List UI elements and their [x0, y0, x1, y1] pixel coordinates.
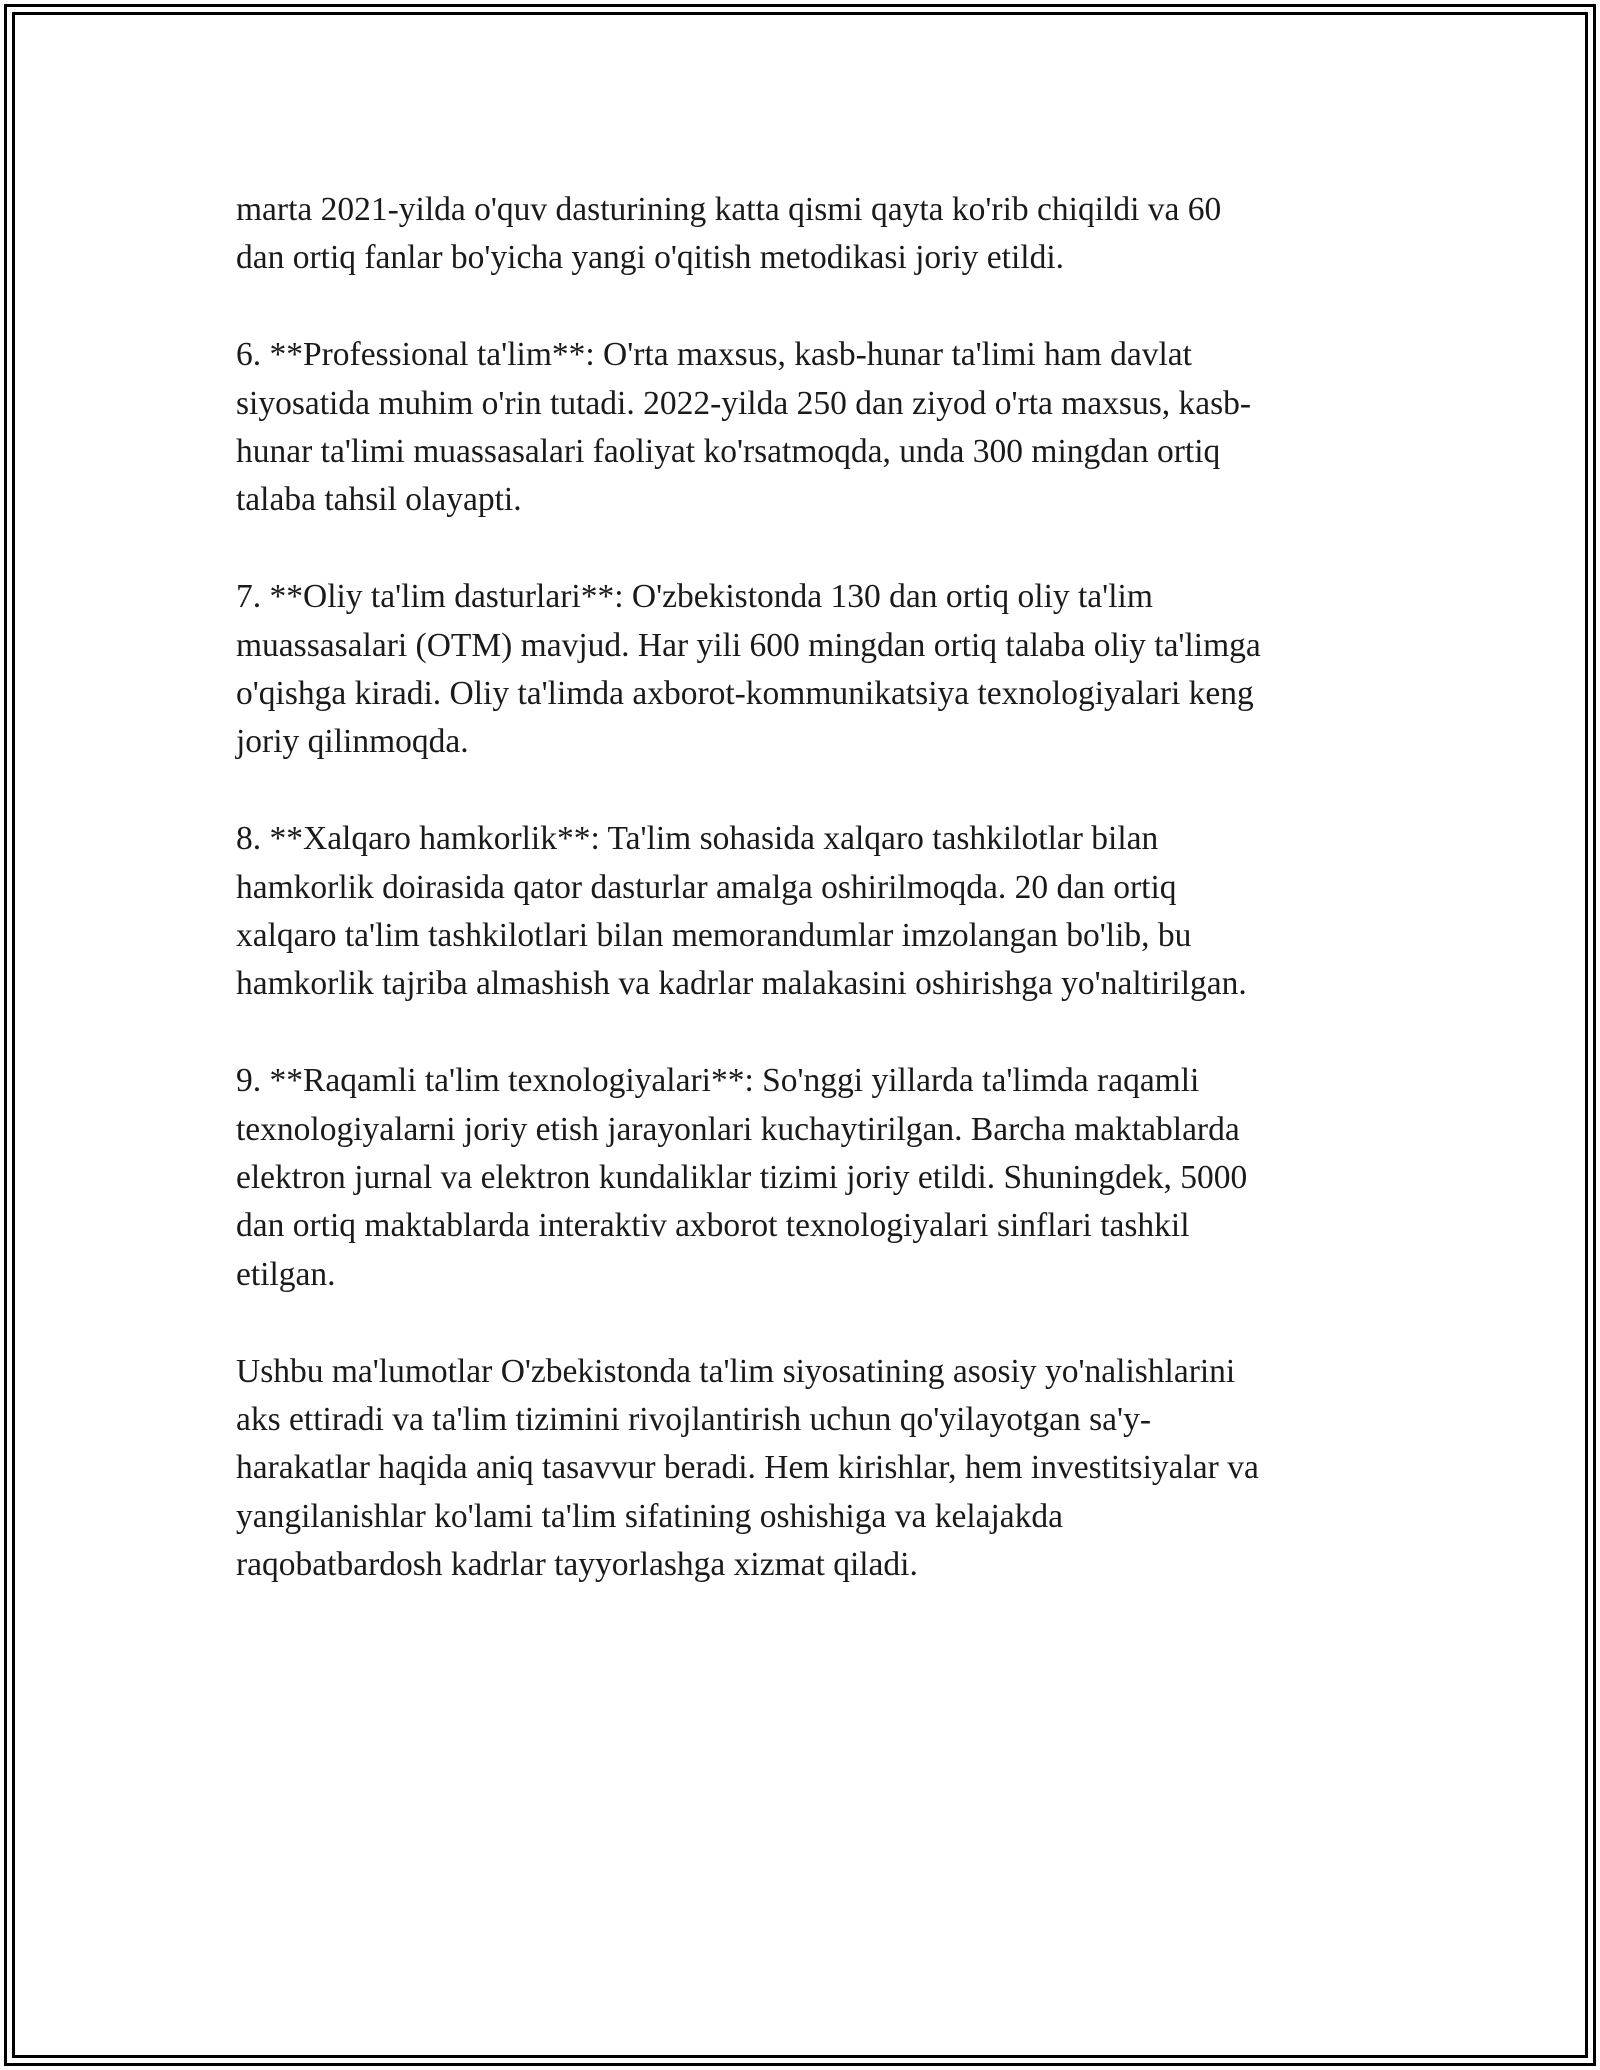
text-line: texnologiyalarni joriy etish jarayonlari kuchaytirilgan. Barcha maktablarda [236, 1110, 1240, 1148]
text-line: hamkorlik tajriba almashish va kadrlar malakasini oshirishga yo'naltirilgan. [236, 965, 1247, 1003]
text-line: siyosatida muhim o'rin tutadi. 2022-yilda 250 dan ziyod o'rta maxsus, kasb- [236, 384, 1252, 422]
text-line: muassasalari (OTM) mavjud. Har yili 600 mingdan ortiq talaba oliy ta'limga [236, 626, 1261, 664]
text-line: Ushbu ma'lumotlar O'zbekistonda ta'lim siyosatining asosiy yo'nalishlarini [236, 1352, 1236, 1390]
document-body [236, 186, 1366, 1638]
text-line: joriy qilinmoqda. [236, 723, 469, 761]
text-line: talaba tahsil olayapti. [236, 481, 522, 519]
text-line: hunar ta'limi muassasalari faoliyat ko'rsatmoqda, unda 300 mingdan ortiq [236, 433, 1221, 471]
text-line: raqobatbardosh kadrlar tayyorlashga xizmat qiladi. [236, 1546, 918, 1584]
text-line: harakatlar haqida aniq tasavvur beradi. Hem kirishlar, hem investitsiyalar va [236, 1449, 1259, 1487]
paragraph-professional-education [236, 331, 1366, 525]
text-line: dan ortiq fanlar bo'yicha yangi o'qitish metodikasi joriy etildi. [236, 239, 1064, 277]
text-line: yangilanishlar ko'lami ta'lim sifatining oshishiga va kelajakda [236, 1497, 1064, 1535]
paragraph-higher-education [236, 573, 1366, 767]
text-line: dan ortiq maktablarda interaktiv axborot texnologiyalari sinflari tashkil [236, 1207, 1190, 1245]
text-line: 9. **Raqamli ta'lim texnologiyalari**: So'nggi yillarda ta'limda raqamli [236, 1062, 1200, 1100]
paragraph-digital-education [236, 1057, 1366, 1299]
paragraph-conclusion [236, 1348, 1366, 1590]
paragraph-intro-continuation [236, 186, 1366, 283]
text-line: o'qishga kiradi. Oliy ta'limda axborot-kommunikatsiya texnologiyalari keng [236, 675, 1254, 713]
text-line: hamkorlik doirasida qator dasturlar amalga oshirilmoqda. 20 dan ortiq [236, 868, 1177, 906]
text-line: marta 2021-yilda o'quv dasturining katta qismi qayta ko'rib chiqildi va 60 [236, 191, 1222, 228]
text-line: 8. **Xalqaro hamkorlik**: Ta'lim sohasida xalqaro tashkilotlar bilan [236, 820, 1159, 858]
text-line: elektron jurnal va elektron kundaliklar tizimi joriy etildi. Shuningdek, 5000 [236, 1159, 1248, 1197]
text-line: 6. **Professional ta'lim**: O'rta maxsus, kasb-hunar ta'limi ham davlat [236, 336, 1192, 374]
paragraph-international-cooperation [236, 815, 1366, 1009]
text-line: xalqaro ta'lim tashkilotlari bilan memorandumlar imzolangan bo'lib, bu [236, 917, 1192, 955]
text-line: etilgan. [236, 1255, 336, 1293]
text-line: aks ettiradi va ta'lim tizimini rivojlantirish uchun qo'yilayotgan sa'y- [236, 1401, 1151, 1439]
text-line: 7. **Oliy ta'lim dasturlari**: O'zbekistonda 130 dan ortiq oliy ta'lim [236, 578, 1153, 616]
